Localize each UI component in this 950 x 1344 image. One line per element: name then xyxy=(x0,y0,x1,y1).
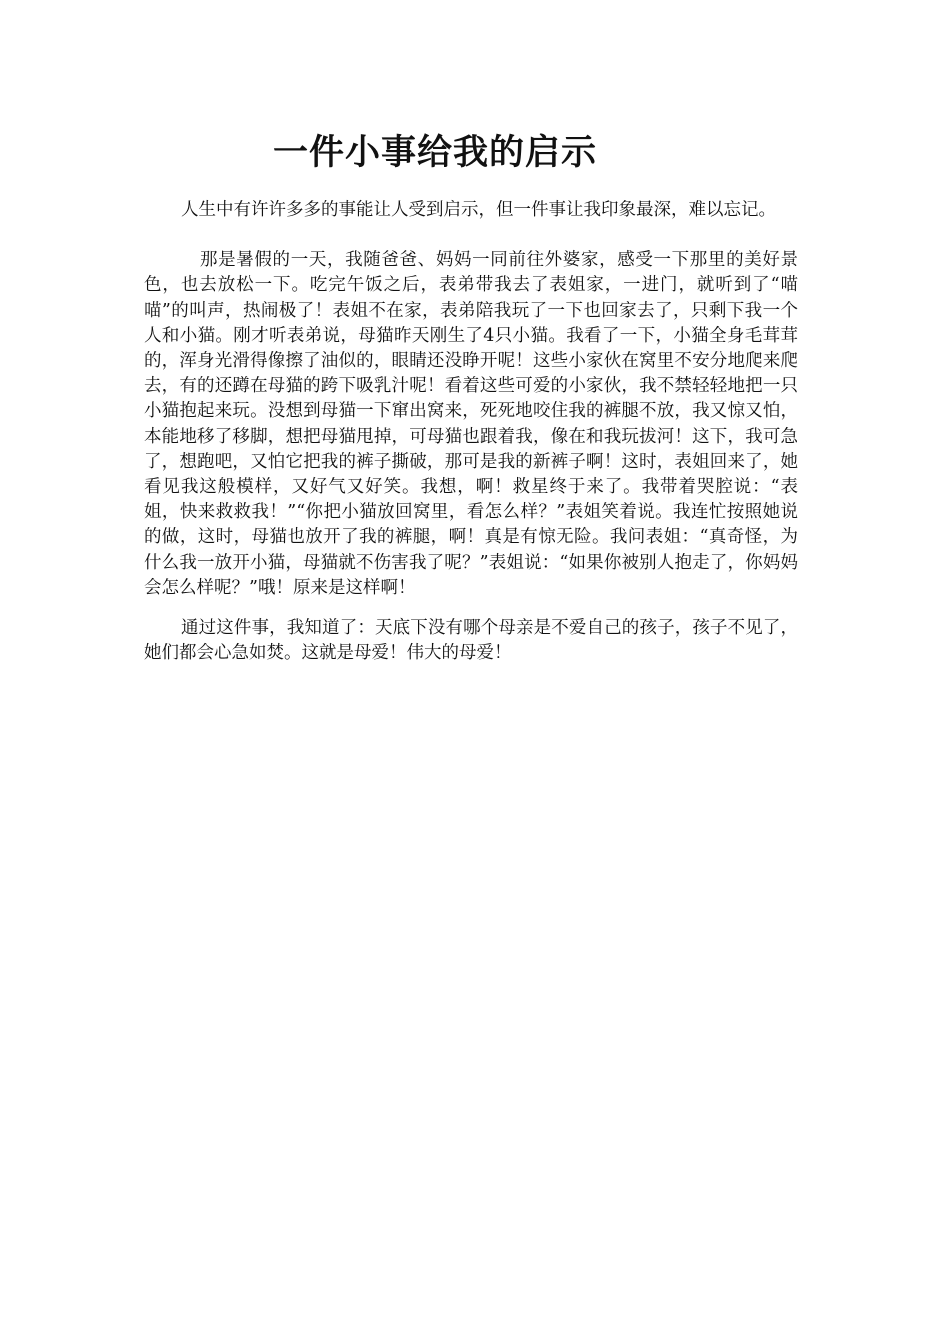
paragraph-story: 那是暑假的一天，我随爸爸、妈妈一同前往外婆家，感受一下那里的美好景色，也去放松一下。吃完午饭之后，表弟带我去了表姐家，一进门，就听到了“喵喵”的叫声，热闹极了！表姐不在家，表弟陪我玩了一下也回家去了，只剩下我一个人和小猫。刚才听表弟说，母猫昨天刚生了4只小猫。我看了一下，小猫全身毛茸茸的，浑身光滑得像擦了油似的，眼睛还没睁开呢！这些小家伙在窝里不安分地爬来爬去，有的还蹲在母猫的跨下吸乳汁呢！看着这些可爱的小家伙，我不禁轻轻地把一只小猫抱起来玩。没想到母猫一下窜出窝来，死死地咬住我的裤腿不放，我又惊又怕，本能地移了移脚，想把母猫甩掉，可母猫也跟着我，像在和我玩拔河！这下，我可急了，想跑吧，又怕它把我的裤子撕破，那可是我的新裤子啊！这时，表姐回来了，她看见我这般模样，又好气又好笑。我想，啊！救星终于来了。我带着哭腔说：“表姐，快来救救我！”“你把小猫放回窝里，看怎么样？”表姐笑着说。我连忙按照她说的做，这时，母猫也放开了我的裤腿，啊！真是有惊无险。我问表姐：“真奇怪，为什么我一放开小猫，母猫就不伤害我了呢？”表姐说：“如果你被别人抱走了，你妈妈会怎么样呢？”哦！原来是这样啊！ xyxy=(144,250,798,598)
paragraph-conclusion: 通过这件事，我知道了：天底下没有哪个母亲是不爱自己的孩子，孩子不见了，她们都会心急如焚。这就是母爱！伟大的母爱！ xyxy=(144,618,798,664)
document-body xyxy=(144,198,798,666)
document-title: 一件小事给我的启示 xyxy=(272,132,597,173)
paragraph-intro: 人生中有许许多多的事能让人受到启示，但一件事让我印象最深，难以忘记。 xyxy=(181,200,776,220)
